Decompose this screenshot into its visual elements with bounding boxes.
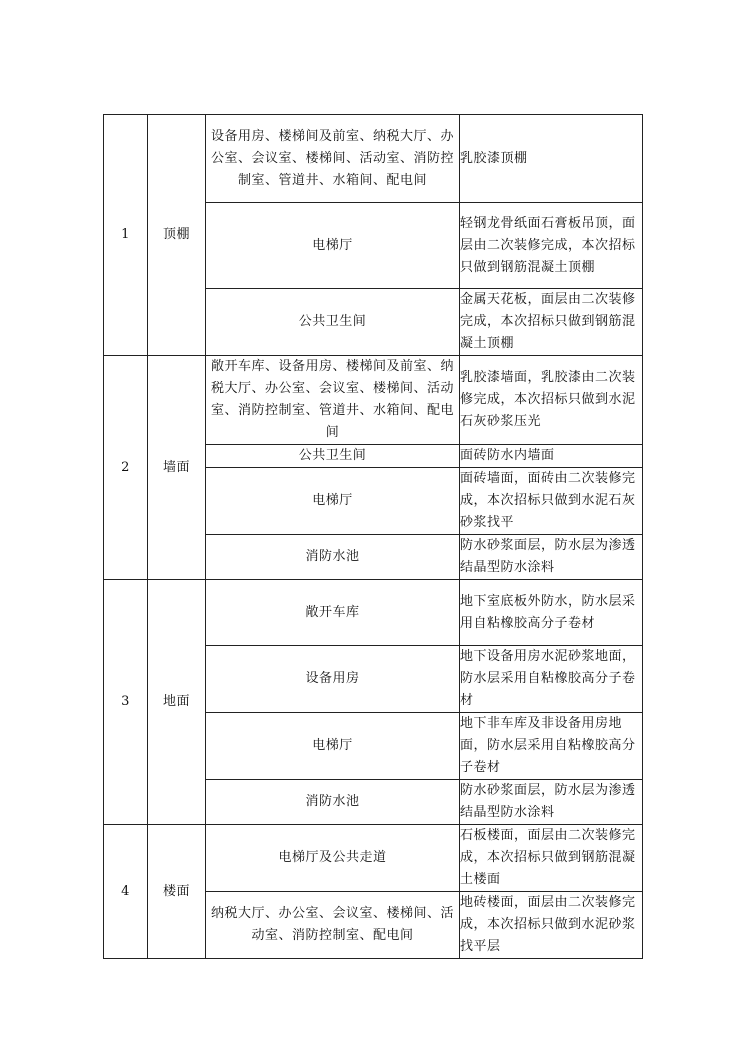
- location-cell: 公共卫生间: [206, 445, 460, 468]
- location-cell: 电梯厅: [206, 713, 460, 780]
- finish-cell: 乳胶漆墙面，乳胶漆由二次装修完成，本次招标只做到水泥石灰砂浆压光: [460, 356, 643, 445]
- row-number: 2: [104, 356, 148, 580]
- category-cell: 楼面: [148, 825, 206, 959]
- category-cell: 顶棚: [148, 115, 206, 356]
- row-number: 3: [104, 580, 148, 825]
- location-cell: 公共卫生间: [206, 289, 460, 356]
- location-cell: 消防水池: [206, 535, 460, 580]
- table-row: [104, 115, 643, 203]
- finish-cell: 石板楼面，面层由二次装修完成，本次招标只做到钢筋混凝土楼面: [460, 825, 643, 892]
- finish-cell: 面砖墙面，面砖由二次装修完成，本次招标只做到水泥石灰砂浆找平: [460, 468, 643, 535]
- finish-cell: 防水砂浆面层，防水层为渗透结晶型防水涂料: [460, 535, 643, 580]
- location-cell: 敞开车库: [206, 580, 460, 646]
- location-cell: 纳税大厅、办公室、会议室、楼梯间、活动室、消防控制室、配电间: [206, 892, 460, 959]
- finish-cell: 地砖楼面，面层由二次装修完成，本次招标只做到水泥砂浆找平层: [460, 892, 643, 959]
- finish-cell: 防水砂浆面层，防水层为渗透结晶型防水涂料: [460, 780, 643, 825]
- finish-cell: 地下设备用房水泥砂浆地面，防水层采用自粘橡胶高分子卷材: [460, 646, 643, 713]
- location-cell: 敞开车库、设备用房、楼梯间及前室、纳税大厅、办公室、会议室、楼梯间、活动室、消防控制室、管道井、水箱间、配电间: [206, 356, 460, 445]
- finish-cell: 面砖防水内墙面: [460, 445, 643, 468]
- location-cell: 电梯厅及公共走道: [206, 825, 460, 892]
- location-cell: 消防水池: [206, 780, 460, 825]
- location-cell: 电梯厅: [206, 468, 460, 535]
- table-row: [104, 580, 643, 646]
- location-cell: 电梯厅: [206, 203, 460, 289]
- location-cell: 设备用房: [206, 646, 460, 713]
- table-row: [104, 356, 643, 445]
- row-number: 4: [104, 825, 148, 959]
- finish-cell: 轻钢龙骨纸面石膏板吊顶，面层由二次装修完成，本次招标只做到钢筋混凝土顶棚: [460, 203, 643, 289]
- location-cell: 设备用房、楼梯间及前室、纳税大厅、办公室、会议室、楼梯间、活动室、消防控制室、管道井、水箱间、配电间: [206, 115, 460, 203]
- finish-cell: 金属天花板，面层由二次装修完成，本次招标只做到钢筋混凝土顶棚: [460, 289, 643, 356]
- finish-spec-table: [103, 114, 643, 959]
- table-row: [104, 825, 643, 892]
- row-number: 1: [104, 115, 148, 356]
- finish-cell: 地下非车库及非设备用房地面，防水层采用自粘橡胶高分子卷材: [460, 713, 643, 780]
- category-cell: 地面: [148, 580, 206, 825]
- finish-cell: 乳胶漆顶棚: [460, 115, 643, 203]
- finish-cell: 地下室底板外防水，防水层采用自粘橡胶高分子卷材: [460, 580, 643, 646]
- category-cell: 墙面: [148, 356, 206, 580]
